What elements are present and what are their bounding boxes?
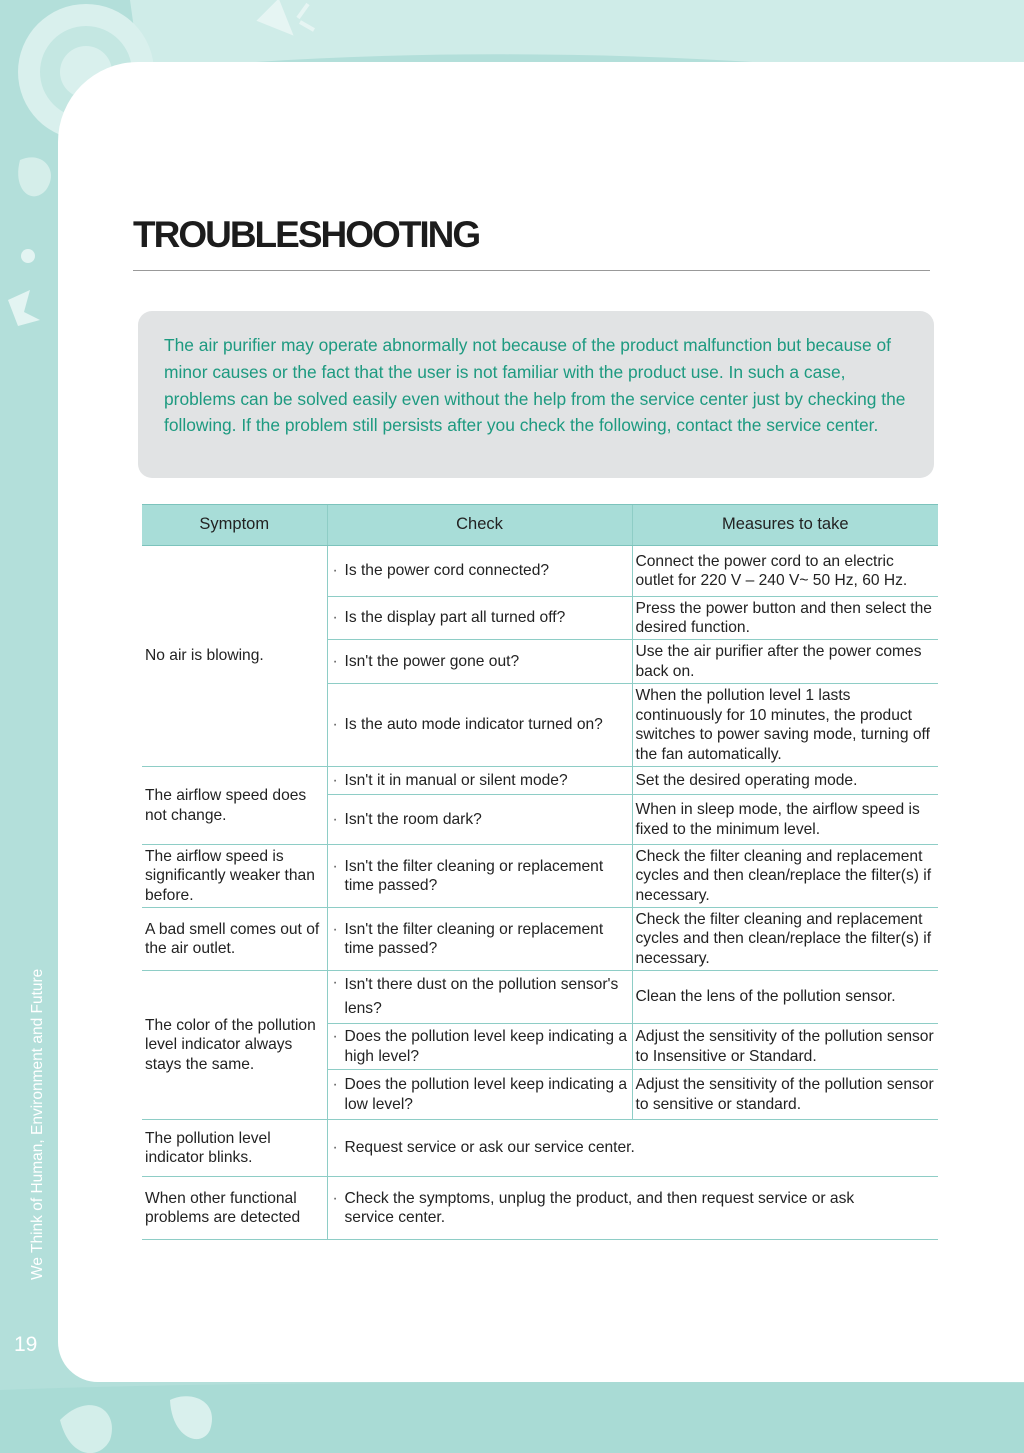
- page-number: 19: [14, 1333, 38, 1356]
- intro-notice-box: [138, 311, 934, 478]
- measure-cell: Adjust the sensitivity of the pollution sensor to sensitive or standard.: [632, 1070, 938, 1120]
- symptom-cell: No air is blowing.: [142, 546, 327, 767]
- check-cell: · Isn't the power gone out?: [327, 640, 632, 684]
- table-row: [142, 845, 938, 908]
- symptom-cell: The airflow speed does not change.: [142, 767, 327, 845]
- symptom-cell: The pollution level indicator blinks.: [142, 1120, 327, 1177]
- check-cell: · Does the pollution level keep indicating a high level?: [327, 1024, 632, 1070]
- measure-cell: Connect the power cord to an electric outlet for 220 V – 240 V~ 50 Hz, 60 Hz.: [632, 546, 938, 597]
- check-cell: · Isn't it in manual or silent mode?: [327, 767, 632, 795]
- header-symptom: Symptom: [142, 505, 327, 546]
- check-cell: · Is the auto mode indicator turned on?: [327, 684, 632, 767]
- table-header-row: [142, 505, 938, 546]
- symptom-cell: The airflow speed is significantly weaker than before.: [142, 845, 327, 908]
- sidebar-slogan: We Think of Human, Environment and Future: [29, 968, 46, 1280]
- check-cell: · Check the symptoms, unplug the product, and then request service or ask service center.: [327, 1177, 938, 1240]
- intro-text: The air purifier may operate abnormally not because of the product malfunction but because of minor causes or the fact that the user is not familiar with the product use. In such a case, problems can be solved easily even without the help from the service center just by checking the following. If the problem still persists after you check the following, contact the service center.: [164, 335, 906, 436]
- leaf-icon: [18, 157, 51, 196]
- measure-cell: Use the air purifier after the power comes back on.: [632, 640, 938, 684]
- title-divider: [133, 270, 930, 271]
- check-cell: · Request service or ask our service center.: [327, 1120, 938, 1177]
- page-title: TROUBLESHOOTING: [133, 214, 480, 255]
- check-cell: · Is the display part all turned off?: [327, 597, 632, 640]
- symptom-cell: A bad smell comes out of the air outlet.: [142, 908, 327, 971]
- check-cell: · Isn't the filter cleaning or replacement time passed?: [327, 908, 632, 971]
- measure-cell: Set the desired operating mode.: [632, 767, 938, 795]
- table-row: [142, 1177, 938, 1240]
- measure-cell: Press the power button and then select the desired function.: [632, 597, 938, 640]
- table-row: [142, 767, 938, 795]
- star-icon: [8, 290, 40, 326]
- table-row: [142, 971, 938, 1024]
- table-row: [142, 1120, 938, 1177]
- troubleshooting-table: [142, 504, 938, 1240]
- header-check: Check: [327, 505, 632, 546]
- symptom-cell: When other functional problems are detected: [142, 1177, 327, 1240]
- symptom-cell: The color of the pollution level indicator always stays the same.: [142, 971, 327, 1120]
- check-cell: · Isn't there dust on the pollution sensor's lens?: [327, 971, 632, 1024]
- table-row: [142, 908, 938, 971]
- check-cell: · Isn't the room dark?: [327, 795, 632, 845]
- measure-cell: When in sleep mode, the airflow speed is fixed to the minimum level.: [632, 795, 938, 845]
- measure-cell: Check the filter cleaning and replacement cycles and then clean/replace the filter(s) if necessary.: [632, 845, 938, 908]
- measure-cell: Adjust the sensitivity of the pollution sensor to Insensitive or Standard.: [632, 1024, 938, 1070]
- measure-cell: When the pollution level 1 lasts continuously for 10 minutes, the product switches to power saving mode, turning off the fan automatically.: [632, 684, 938, 767]
- header-measures: Measures to take: [632, 505, 938, 546]
- measure-cell: Check the filter cleaning and replacement cycles and then clean/replace the filter(s) if necessary.: [632, 908, 938, 971]
- check-cell: · Is the power cord connected?: [327, 546, 632, 597]
- check-cell: · Does the pollution level keep indicating a low level?: [327, 1070, 632, 1120]
- check-cell: · Isn't the filter cleaning or replacement time passed?: [327, 845, 632, 908]
- table-row: [142, 546, 938, 597]
- measure-cell: Clean the lens of the pollution sensor.: [632, 971, 938, 1024]
- bottom-band-shape: [0, 1382, 1024, 1453]
